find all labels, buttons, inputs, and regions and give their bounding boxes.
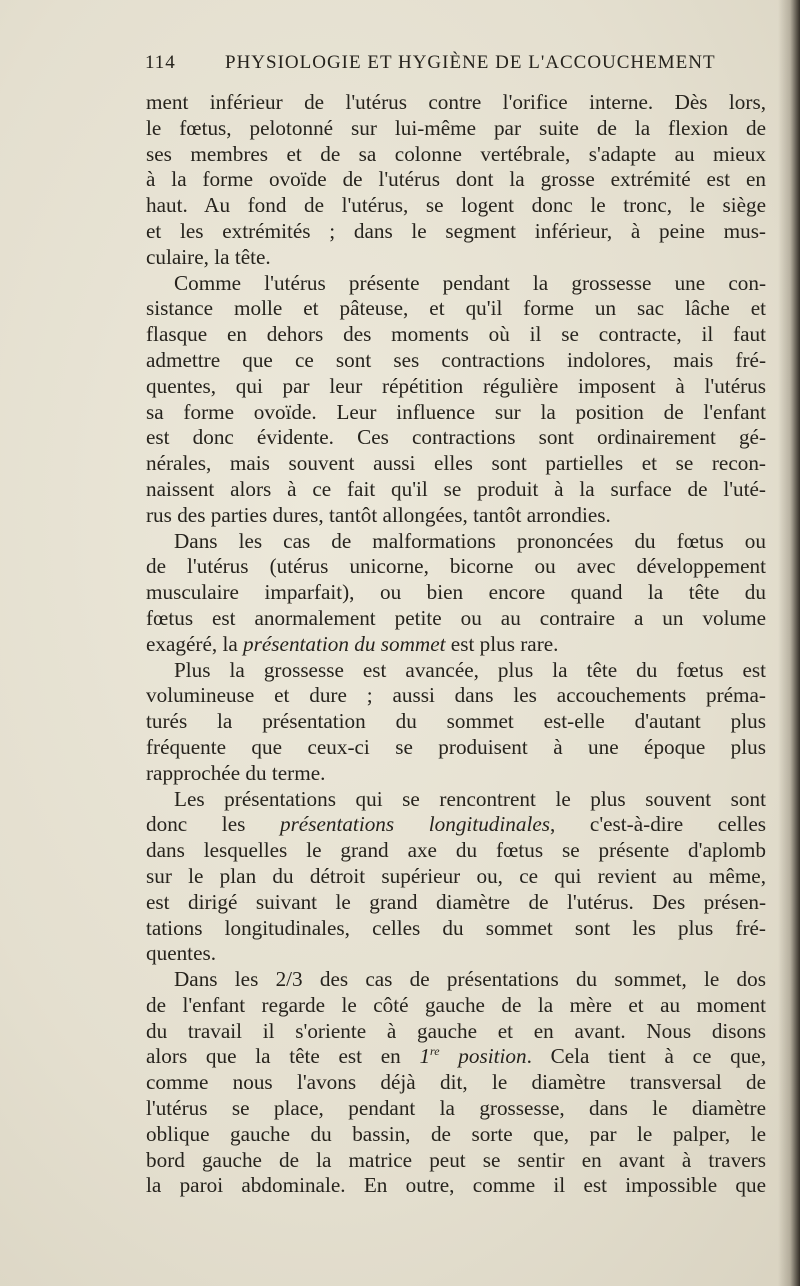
text-segment: exagéré, la bbox=[146, 631, 244, 656]
text-line bbox=[146, 606, 766, 632]
text-segment: . Cela tient à ce que, bbox=[526, 1044, 767, 1069]
text-line bbox=[146, 967, 766, 993]
italic-text: position bbox=[439, 1044, 527, 1069]
italic-text: présentation du sommet bbox=[243, 631, 446, 656]
text-segment: l'utérus se place, pendant la grossesse, dans le diamètre bbox=[146, 1096, 766, 1121]
text-segment: culaire, la tête. bbox=[146, 244, 271, 269]
text-segment: de l'utérus (utérus unicorne, bicorne ou avec développement bbox=[146, 554, 766, 579]
text-line bbox=[146, 1096, 766, 1122]
text-line bbox=[146, 1019, 766, 1045]
text-segment: rapprochée du terme. bbox=[146, 760, 326, 785]
text-segment: du travail il s'oriente à gauche et en avant. Nous disons bbox=[146, 1018, 766, 1043]
page-number: 114 bbox=[145, 52, 176, 73]
text-line bbox=[146, 219, 766, 245]
text-line bbox=[146, 890, 766, 916]
text-line bbox=[146, 451, 766, 477]
text-segment: naissent alors à ce fait qu'il se produit à la surface de l'uté- bbox=[146, 476, 766, 501]
text-segment: volumineuse et dure ; aussi dans les accouchements préma- bbox=[146, 683, 766, 708]
text-line bbox=[146, 683, 766, 709]
text-line bbox=[146, 554, 766, 580]
italic-phrase bbox=[243, 632, 445, 656]
text-segment: la paroi abdominale. En outre, comme il est impossible que bbox=[146, 1173, 766, 1198]
text-line bbox=[146, 735, 766, 761]
text-line bbox=[146, 322, 766, 348]
text-segment: , c'est-à-dire celles bbox=[550, 812, 766, 837]
text-line bbox=[146, 374, 766, 400]
text-segment: Comme l'utérus présente pendant la grossesse une con- bbox=[174, 270, 766, 295]
text-segment: dans lesquelles le grand axe du fœtus se présente d'aplomb bbox=[146, 838, 766, 863]
italic-text: présentations longitudinales bbox=[279, 812, 550, 837]
text-line bbox=[146, 245, 766, 271]
text-segment: Plus la grossesse est avancée, plus la tête du fœtus est bbox=[174, 657, 766, 682]
text-line bbox=[146, 709, 766, 735]
text-line bbox=[146, 1122, 766, 1148]
italic-text: 1 bbox=[419, 1044, 431, 1069]
text-segment: est dirigé suivant le grand diamètre de l'utérus. Des présen- bbox=[146, 889, 766, 914]
text-line bbox=[146, 1070, 766, 1096]
text-line bbox=[146, 787, 766, 813]
page-edge-shadow bbox=[778, 0, 800, 1286]
text-segment: comme nous l'avons déjà dit, le diamètre transversal de bbox=[146, 1070, 766, 1095]
text-line bbox=[146, 1173, 766, 1199]
text-line bbox=[146, 167, 766, 193]
text-line bbox=[146, 812, 766, 838]
text-segment: bord gauche de la matrice peut se sentir en avant à travers bbox=[146, 1147, 766, 1172]
text-segment: fœtus est anormalement petite ou au contraire a un volume bbox=[146, 605, 766, 630]
text-segment: quentes, qui par leur répétition régulière imposent à l'utérus bbox=[146, 373, 766, 398]
superscript: re bbox=[430, 1044, 440, 1059]
text-line bbox=[146, 193, 766, 219]
text-segment: turés la présentation du sommet est-elle d'autant plus bbox=[146, 709, 766, 734]
text-line bbox=[146, 503, 766, 529]
text-segment: de l'enfant regarde le côté gauche de la mère et au moment bbox=[146, 992, 766, 1017]
text-line bbox=[146, 1148, 766, 1174]
italic-phrase bbox=[280, 812, 550, 836]
text-line bbox=[146, 658, 766, 684]
text-line bbox=[146, 761, 766, 787]
text-line bbox=[146, 271, 766, 297]
running-head: PHYSIOLOGIE ET HYGIÈNE DE L'ACCOUCHEMENT bbox=[225, 52, 716, 73]
text-segment: nérales, mais souvent aussi elles sont partielles et se recon- bbox=[146, 451, 766, 476]
text-segment: donc les bbox=[146, 812, 280, 837]
text-segment: ment inférieur de l'utérus contre l'orifice interne. Dès lors, bbox=[146, 90, 766, 114]
text-segment: et les extrémités ; dans le segment inférieur, à peine mus- bbox=[146, 218, 766, 243]
italic-phrase bbox=[419, 1044, 526, 1068]
text-segment: sistance molle et pâteuse, et qu'il forme un sac lâche et bbox=[146, 296, 766, 321]
text-segment: Les présentations qui se rencontrent le plus souvent sont bbox=[174, 786, 766, 811]
text-line bbox=[146, 116, 766, 142]
text-segment: alors que la tête est en bbox=[146, 1044, 420, 1069]
text-segment: le fœtus, pelotonné sur lui-même par suite de la flexion de bbox=[146, 115, 766, 140]
text-line bbox=[146, 580, 766, 606]
text-segment: quentes. bbox=[146, 941, 217, 966]
text-segment: oblique gauche du bassin, de sorte que, par le palper, le bbox=[146, 1121, 766, 1146]
text-segment: sur le plan du détroit supérieur ou, ce qui revient au même, bbox=[146, 863, 766, 888]
text-segment: fréquente que ceux-ci se produisent à une époque plus bbox=[146, 734, 766, 759]
text-line bbox=[146, 477, 766, 503]
text-segment: Dans les 2/3 des cas de présentations du sommet, le dos bbox=[174, 967, 766, 992]
text-segment: admettre que ce sont ses contractions indolores, mais fré- bbox=[146, 347, 766, 372]
text-segment: haut. Au fond de l'utérus, se logent donc le tronc, le siège bbox=[146, 193, 766, 218]
text-line bbox=[146, 941, 766, 967]
text-segment: sa forme ovoïde. Leur influence sur la position de l'enfant bbox=[146, 399, 766, 424]
text-line bbox=[146, 348, 766, 374]
text-line bbox=[146, 864, 766, 890]
text-line bbox=[146, 916, 766, 942]
text-segment: rus des parties dures, tantôt allongées, tantôt arrondies. bbox=[146, 502, 611, 527]
text-line bbox=[146, 838, 766, 864]
text-segment: à la forme ovoïde de l'utérus dont la grosse extrémité est en bbox=[146, 167, 766, 192]
body-text bbox=[146, 90, 766, 1199]
text-segment: est donc évidente. Ces contractions sont ordinairement gé- bbox=[146, 425, 766, 450]
text-segment: musculaire imparfait), ou bien encore quand la tête du bbox=[146, 580, 766, 605]
text-line bbox=[146, 1044, 766, 1070]
text-line bbox=[146, 632, 766, 658]
text-segment: ses membres et de sa colonne vertébrale, s'adapte au mieux bbox=[146, 141, 766, 166]
text-line bbox=[146, 529, 766, 555]
text-line bbox=[146, 400, 766, 426]
text-segment: flasque en dehors des moments où il se contracte, il faut bbox=[146, 322, 766, 347]
text-segment: Dans les cas de malformations prononcées du fœtus ou bbox=[174, 528, 766, 553]
text-line bbox=[146, 90, 766, 116]
text-segment: est plus rare. bbox=[445, 631, 559, 656]
text-line bbox=[146, 142, 766, 168]
text-line bbox=[146, 296, 766, 322]
text-segment: tations longitudinales, celles du sommet sont les plus fré- bbox=[146, 915, 766, 940]
text-line bbox=[146, 425, 766, 451]
text-line bbox=[146, 993, 766, 1019]
